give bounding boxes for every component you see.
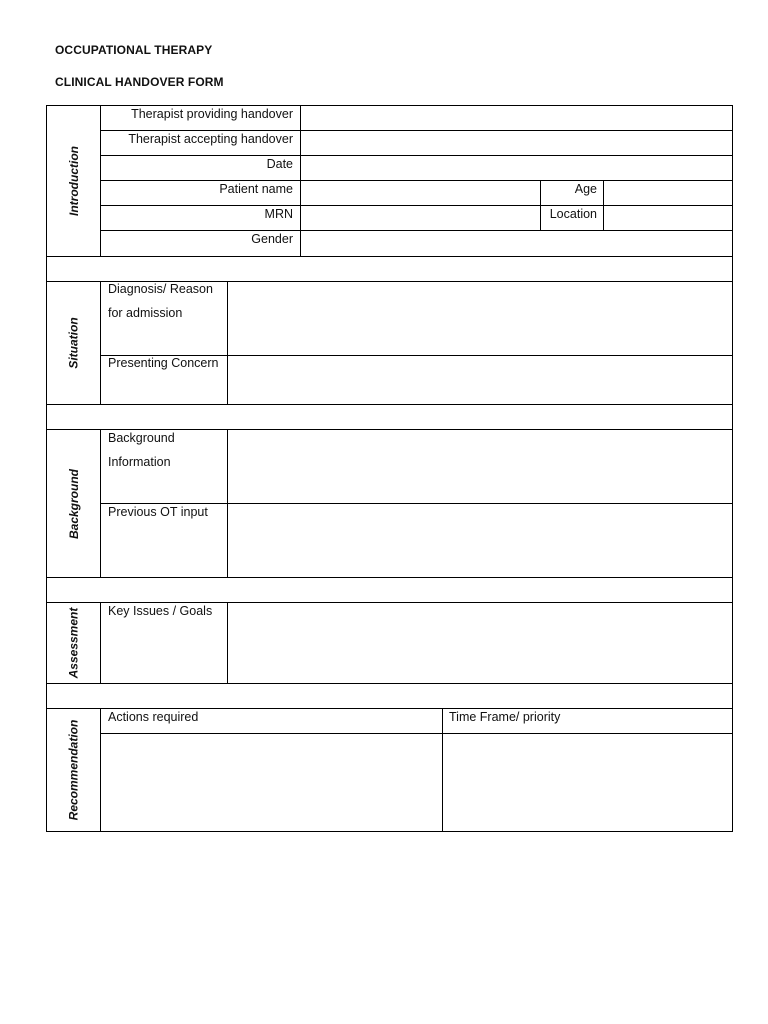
rule — [46, 256, 733, 257]
rule — [46, 708, 733, 709]
rule — [442, 708, 443, 831]
table-border-right — [732, 105, 733, 832]
rule — [100, 602, 101, 683]
previous-ot-label: Previous OT input — [108, 505, 208, 519]
time-frame-label: Time Frame/ priority — [449, 710, 561, 724]
patient-name-label: Patient name — [219, 182, 293, 196]
rule — [46, 683, 733, 684]
rule — [46, 602, 733, 603]
rule — [227, 281, 228, 404]
rule — [100, 429, 101, 577]
rule — [46, 404, 733, 405]
diagnosis-label-line2: for admission — [108, 306, 183, 320]
background-info-label-line1: Background — [108, 431, 175, 445]
rule — [227, 602, 228, 683]
section-recommendation-label — [47, 709, 100, 831]
form-title-line1: OCCUPATIONAL THERAPY — [55, 43, 213, 57]
section-assessment-label — [47, 603, 100, 683]
section-label: Situation — [66, 317, 81, 369]
gender-label: Gender — [251, 232, 293, 246]
rule — [100, 205, 733, 206]
rule — [300, 105, 301, 256]
form-title-line2: CLINICAL HANDOVER FORM — [55, 75, 224, 89]
rule — [100, 130, 733, 131]
key-issues-label: Key Issues / Goals — [108, 604, 213, 618]
section-label: Assessment — [66, 607, 81, 679]
therapist-providing-label: Therapist providing handover — [131, 107, 293, 121]
rule — [46, 831, 733, 832]
age-label: Age — [574, 182, 597, 196]
date-label: Date — [266, 157, 293, 171]
rule — [100, 733, 733, 734]
section-background-label — [47, 430, 100, 577]
rule — [100, 503, 733, 504]
section-label: Background — [66, 468, 81, 539]
rule — [603, 180, 604, 230]
rule — [100, 230, 733, 231]
background-info-label-line2: Information — [108, 455, 171, 469]
rule — [100, 281, 101, 404]
location-label: Location — [549, 207, 597, 221]
diagnosis-label-line1: Diagnosis/ Reason — [108, 282, 213, 296]
rule — [46, 105, 733, 106]
rule — [46, 577, 733, 578]
section-label: Introduction — [66, 146, 81, 216]
section-introduction-label — [47, 106, 100, 256]
rule — [100, 155, 733, 156]
section-situation-label — [47, 282, 100, 404]
rule — [100, 708, 101, 831]
mrn-label: MRN — [264, 207, 293, 221]
rule — [227, 429, 228, 577]
presenting-concern-label: Presenting Concern — [108, 356, 219, 370]
rule — [100, 180, 733, 181]
actions-required-label: Actions required — [108, 710, 199, 724]
section-label: Recommendation — [66, 719, 81, 821]
therapist-accepting-label: Therapist accepting handover — [128, 132, 293, 146]
